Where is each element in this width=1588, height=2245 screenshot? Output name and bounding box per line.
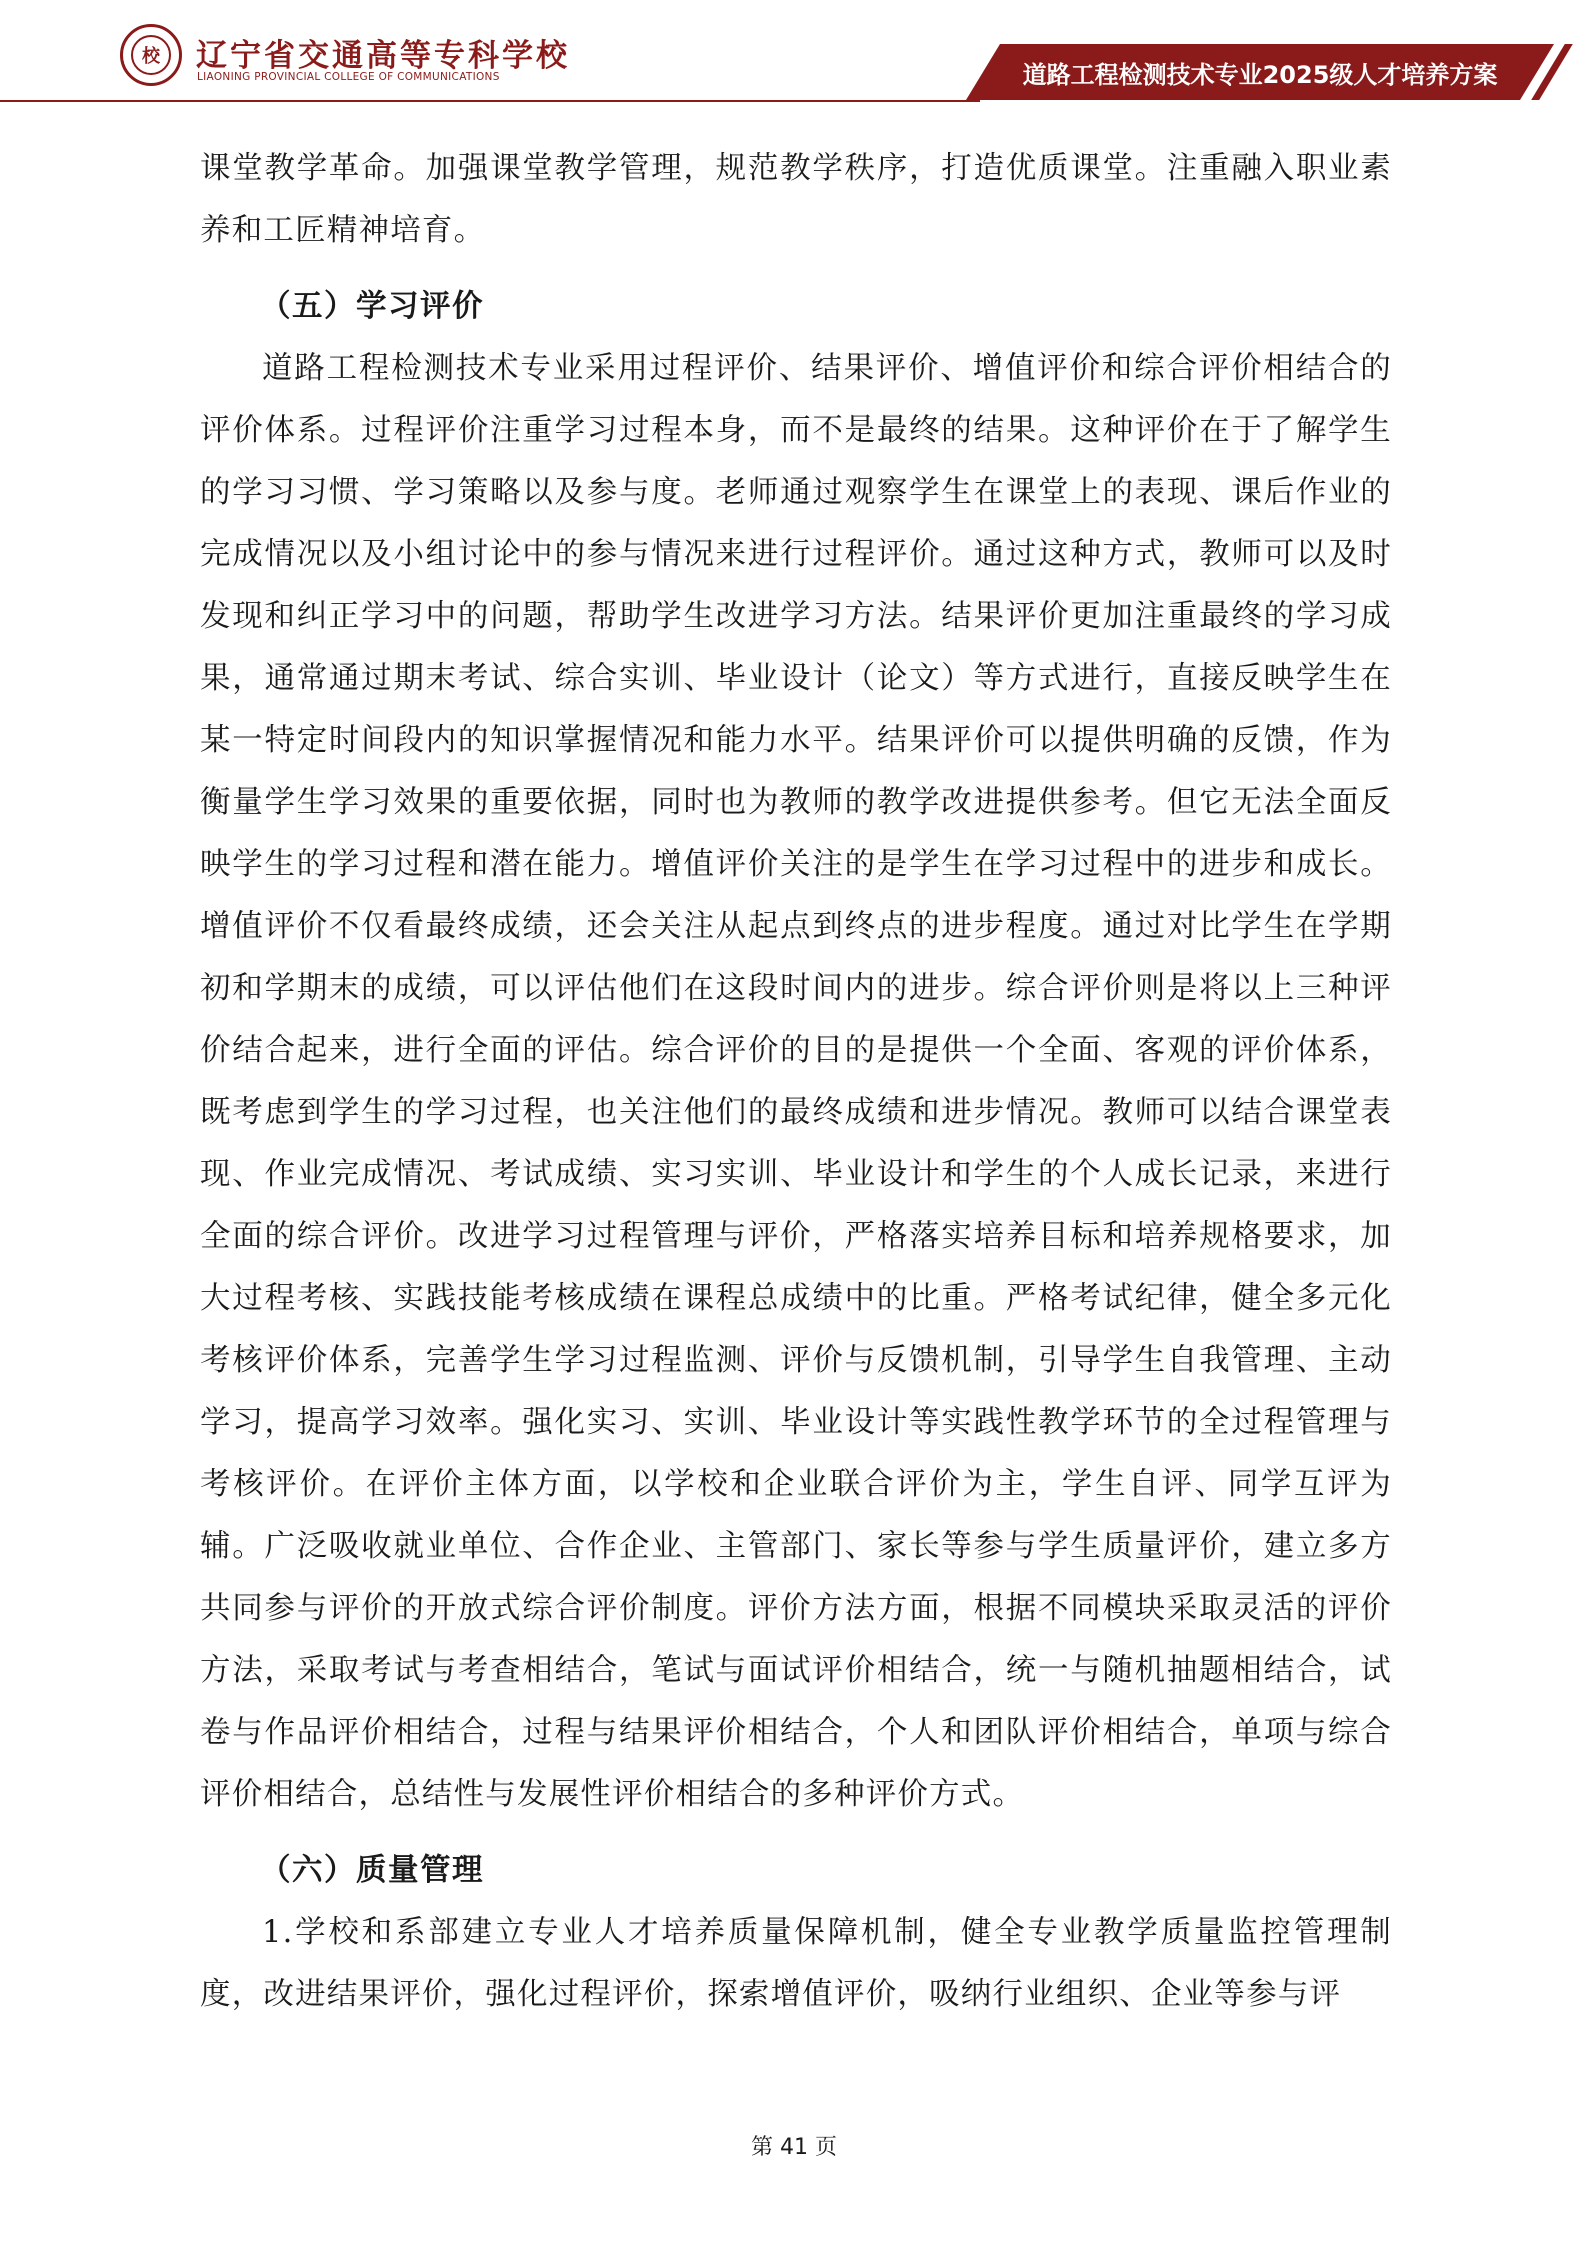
- learning-evaluation-paragraph: 道路工程检测技术专业采用过程评价、结果评价、增值评价和综合评价相结合的评价体系。过程评价注重学习过程本身，而不是最终的结果。这种评价在于了解学生的学习习惯、学习策略以及参与度。老师通过观察学生在课堂上的表现、课后作业的完成情况以及小组讨论中的参与情况来进行过程评价。通过这种方式，教师可以及时发现和纠正学习中的问题，帮助学生改进学习方法。结果评价更加注重最终的学习成果，通常通过期末考试、综合实训、毕业设计（论文）等方式进行，直接反映学生在某一特定时间段内的知识掌握情况和能力水平。结果评价可以提供明确的反馈，作为衡量学生学习效果的重要依据，同时也为教师的教学改进提供参考。但它无法全面反映学生的学习过程和潜在能力。增值评价关注的是学生在学习过程中的进步和成长。增值评价不仅看最终成绩，还会关注从起点到终点的进步程度。通过对比学生在学期初和学期末的成绩，可以评估他们在这段时间内的进步。综合评价则是将以上三种评价结合起来，进行全面的评估。综合评价的目的是提供一个全面、客观的评价体系，既考虑到学生的学习过程，也关注他们的最终成绩和进步情况。教师可以结合课堂表现、作业完成情况、考试成绩、实习实训、毕业设计和学生的个人成长记录，来进行全面的综合评价。改进学习过程管理与评价，严格落实培养目标和培养规格要求，加大过程考核、实践技能考核成绩在课程总成绩中的比重。严格考试纪律，健全多元化考核评价体系，完善学生学习过程监测、评价与反馈机制，引导学生自我管理、主动学习，提高学习效率。强化实习、实训、毕业设计等实践性教学环节的全过程管理与考核评价。在评价主体方面，以学校和企业联合评价为主，学生自评、同学互评为辅。广泛吸收就业单位、合作企业、主管部门、家长等参与学生质量评价，建立多方共同参与评价的开放式综合评价制度。评价方法方面，根据不同模块采取灵活的评价方法，采取考试与考查相结合，笔试与面试评价相结合，统一与随机抽题相结合，试卷与作品评价相结合，过程与结果评价相结合，个人和团队评价相结合，单项与综合评价相结合，总结性与发展性评价相结合的多种评价方式。: [200, 351, 1392, 1812]
- quality-management-paragraph: 1.学校和系部建立专业人才培养质量保障机制，健全专业教学质量监控管理制度，改进结果评价，强化过程评价，探索增值评价，吸纳行业组织、企业等参与评: [200, 1915, 1392, 2012]
- seal-inner-icon: 校: [131, 35, 171, 75]
- section-heading-learning-evaluation: （五）学习评价: [260, 289, 484, 324]
- intro-paragraph: 课堂教学革命。加强课堂教学管理，规范教学秩序，打造优质课堂。注重融入职业素养和工匠精神培育。: [200, 151, 1392, 248]
- document-title: 道路工程检测技术专业2025级人才培养方案: [1022, 61, 1498, 89]
- page-number: 第 41 页: [751, 2135, 837, 2160]
- page-header: [0, 0, 1588, 110]
- header-rule: [0, 100, 980, 102]
- section-heading-quality-management: （六）质量管理: [260, 1853, 484, 1888]
- page-body: [200, 138, 1392, 2026]
- school-name-cn: 辽宁省交通高等专科学校: [196, 38, 570, 74]
- school-seal-icon: [120, 24, 182, 86]
- school-name-en: LIAONING PROVINCIAL COLLEGE OF COMMUNICATIONS: [197, 71, 500, 83]
